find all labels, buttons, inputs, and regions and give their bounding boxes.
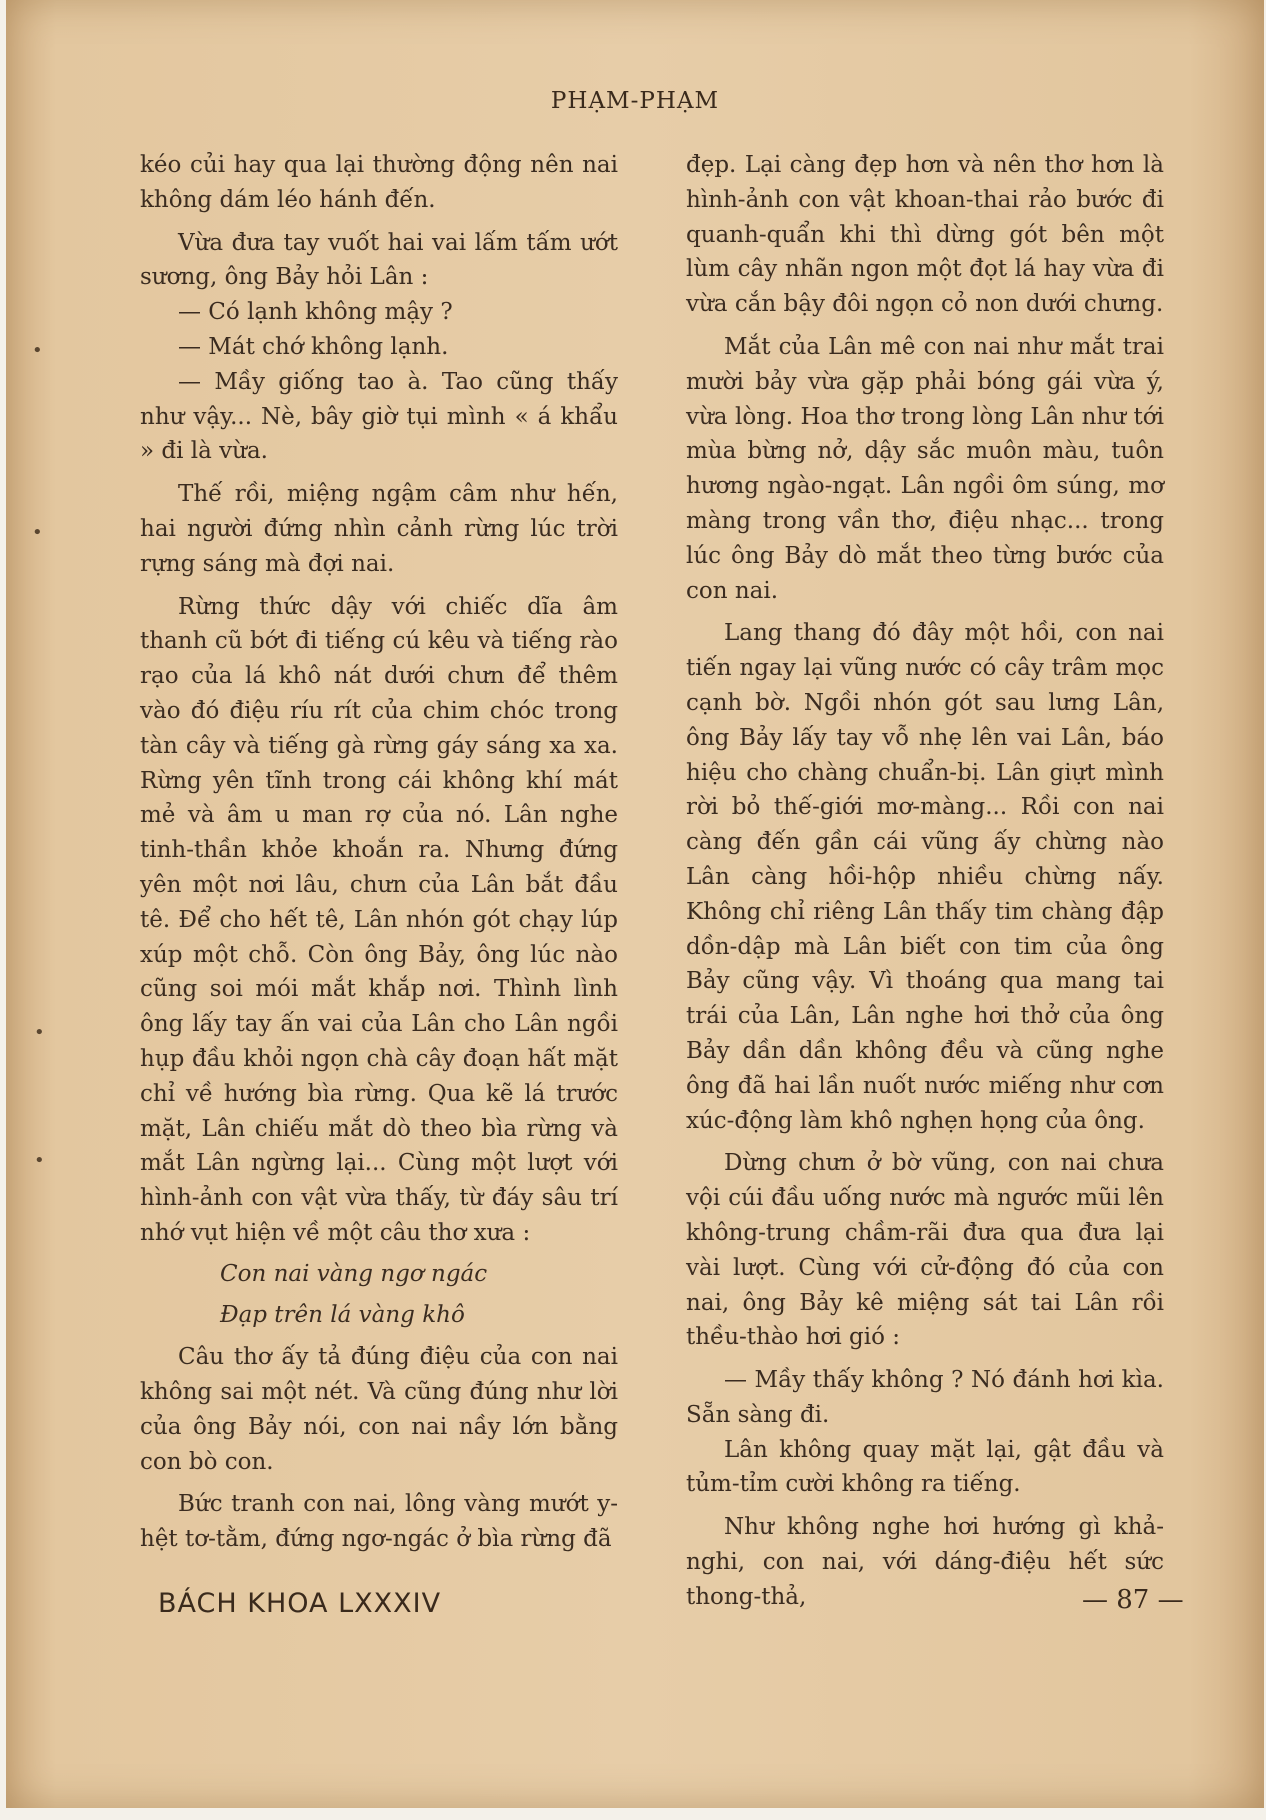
paragraph: đẹp. Lại càng đẹp hơn và nên thơ hơn là hình-ảnh con vật khoan-thai rảo bước đi quanh-quẩn khi thì dừng gót bên một lùm cây nhãn ngon một đọt lá hay vừa đi vừa cắn bậy đôi ngọn cỏ non dưới chưng. xyxy=(686,152,1164,318)
margin-speck: • xyxy=(34,1150,45,1171)
margin-speck: • xyxy=(32,340,43,361)
paragraph: — Mát chớ không lạnh. xyxy=(178,333,449,360)
paragraph: — Có lạnh không mậy ? xyxy=(178,299,453,326)
right-column xyxy=(686,148,1164,1615)
paragraph: Mắt của Lân mê con nai như mắt trai mười bảy vừa gặp phải bóng gái vừa ý, vừa lòng. Hoa thơ trong lòng Lân như tới mùa bừng nở, dậy sắc muôn màu, tuôn hương ngào-ngạt. Lân ngồi ôm súng, mơ màng trong vần thơ, điệu nhạc... trong lúc ông Bảy dò mắt theo từng bước của con nai. xyxy=(686,333,1164,604)
left-column xyxy=(140,148,618,1557)
paragraph: Thế rồi, miệng ngậm câm như hến, hai người đứng nhìn cảnh rừng lúc trời rựng sáng mà đợi nai. xyxy=(140,481,618,577)
poem-line: Con nai vàng ngơ ngác xyxy=(220,1260,488,1287)
poem-line: Đạp trên lá vàng khô xyxy=(220,1301,465,1328)
paragraph: Bức tranh con nai, lông vàng mướt y-hệt tơ-tằm, đứng ngơ-ngác ở bìa rừng đã xyxy=(140,1491,618,1553)
margin-speck: • xyxy=(32,522,43,543)
paragraph: Rừng thức dậy với chiếc dĩa âm thanh cũ bớt đi tiếng cú kêu và tiếng rào rạo của lá khô nát dưới chưn để thêm vào đó điệu ríu rít của chim chóc trong tàn cây và tiếng gà rừng gáy sáng xa xa. Rừng yên tĩnh trong cái không khí mát mẻ và âm u man rợ của nó. Lân nghe tinh-thần khỏe khoắn ra. Nhưng đứng yên một nơi lâu, chưn của Lân bắt đầu tê. Để cho hết tê, Lân nhón gót chạy lúp xúp một chỗ. Còn ông Bảy, ông lúc nào cũng soi mói mắt khắp nơi. Thình lình ông lấy tay ấn vai của Lân cho Lân ngồi hụp đầu khỏi ngọn chà cây đoạn hất mặt chỉ về hướng bìa rừng. Qua kẽ lá trước mặt, Lân chiếu mắt dò theo bìa rừng và mắt Lân ngừng lại... Cùng một lượt với hình-ảnh con vật vừa thấy, từ đáy sâu trí nhớ vụt hiện về một câu thơ xưa : xyxy=(140,593,618,1246)
page-number: — 87 — xyxy=(1082,1585,1184,1615)
paragraph: Câu thơ ấy tả đúng điệu của con nai không sai một nét. Và cũng đúng như lời của ông Bảy nói, con nai nầy lớn bằng con bò con. xyxy=(140,1344,618,1475)
paragraph: Dừng chưn ở bờ vũng, con nai chưa vội cúi đầu uống nước mà ngước mũi lên không-trung chầm-rãi đưa qua đưa lại vài lượt. Cùng với cử-động đó của con nai, ông Bảy kê miệng sát tai Lân rồi thều-thào hơi gió : xyxy=(686,1150,1164,1351)
paragraph: Như không nghe hơi hướng gì khả-nghi, con nai, với dáng-điệu hết sức thong-thả, xyxy=(686,1514,1164,1610)
margin-speck: • xyxy=(34,1022,45,1043)
paragraph: — Mầy giống tao à. Tao cũng thấy như vậy... Nè, bây giờ tụi mình « á khẩu » đi là vừa. xyxy=(140,368,618,465)
publication-name: BÁCH KHOA LXXXIV xyxy=(158,1588,442,1619)
paragraph: Vừa đưa tay vuốt hai vai lấm tấm ướt sương, ông Bảy hỏi Lân : xyxy=(140,229,618,291)
paragraph: — Mầy thấy không ? Nó đánh hơi kìa. Sẵn sàng đi. xyxy=(686,1367,1164,1428)
paragraph: Lang thang đó đây một hồi, con nai tiến ngay lại vũng nước có cây trâm mọc cạnh bờ. Ngồi nhón gót sau lưng Lân, ông Bảy lấy tay vỗ nhẹ lên vai Lân, báo hiệu cho chàng chuẩn-bị. Lân giựt mình rời bỏ thế-giới mơ-màng... Rồi con nai càng đến gần cái vũng ấy chừng nào Lân càng hồi-hộp nhiều chừng nấy. Không chỉ riêng Lân thấy tim chàng đập dồn-dập mà Lân biết con tim của ông Bảy cũng vậy. Vì thoáng qua mang tai trái của Lân, Lân nghe hơi thở của ông Bảy dần dần không đều và cũng nghe ông đã hai lần nuốt nước miếng như cơn xúc-động làm khô nghẹn họng của ông. xyxy=(686,620,1164,1134)
running-head: PHẠM-PHẠM xyxy=(550,88,720,114)
paragraph: Lân không quay mặt lại, gật đầu và tủm-tỉm cười không ra tiếng. xyxy=(686,1436,1164,1498)
magazine-page xyxy=(6,0,1264,1808)
paragraph: kéo củi hay qua lại thường động nên nai không dám léo hánh đến. xyxy=(140,152,618,213)
